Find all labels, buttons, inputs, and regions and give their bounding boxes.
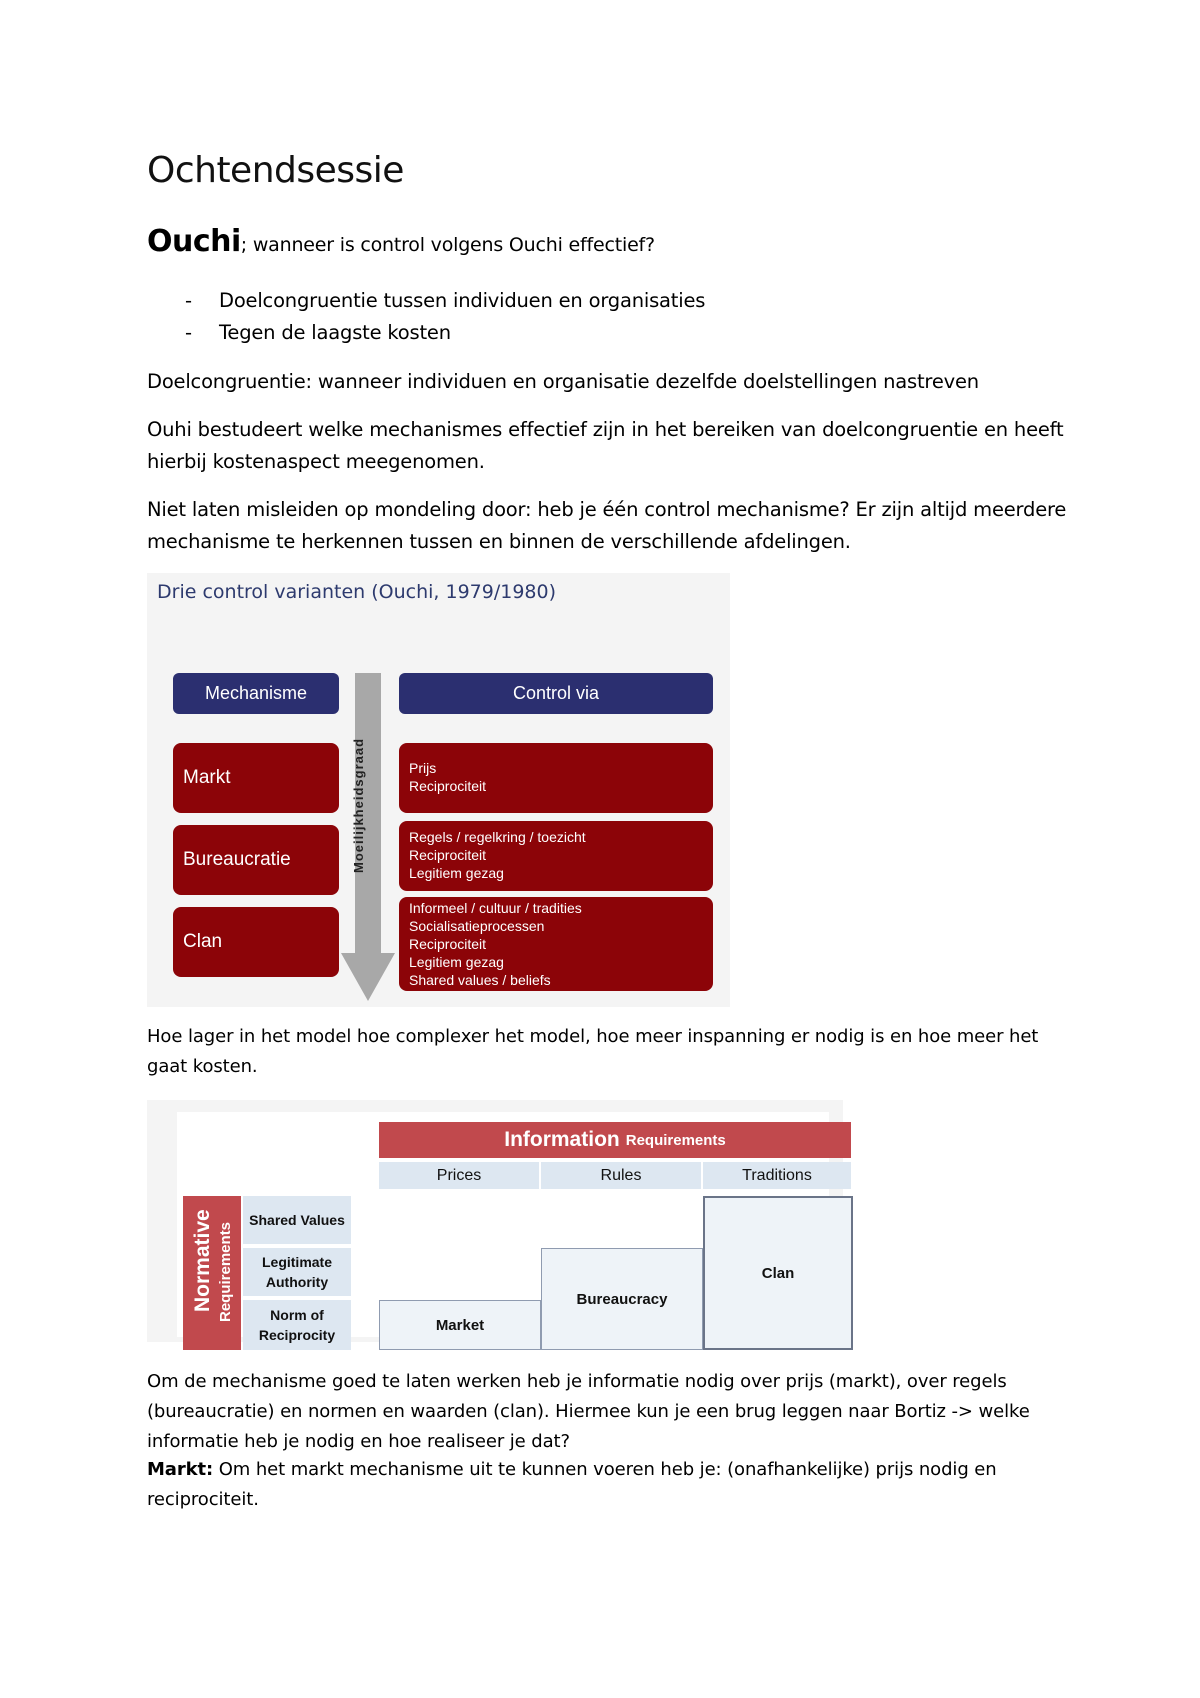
control-item: Informeel / cultuur / tradities: [409, 900, 582, 916]
control-item: Reciprociteit: [409, 847, 487, 863]
paragraph-niet-laten: Niet laten misleiden op mondeling door: heb je één control mechanisme? Er zijn altijd meerdere mechanisme te herkennen tussen en binnen de verschillende afdelingen.: [147, 498, 1067, 553]
side-big: Normative: [191, 1209, 214, 1312]
controls-clan: [399, 897, 713, 991]
header-control-via: Control via: [399, 673, 713, 714]
paragraph-doelcongruentie: Doelcongruentie: wanneer individuen en organisatie dezelfde doelstellingen nastreven: [147, 370, 979, 393]
control-item: Reciprociteit: [409, 778, 487, 794]
column-rules: Rules: [541, 1162, 701, 1189]
matrix-table: [177, 1112, 829, 1343]
header-mechanisme: Mechanisme: [173, 673, 339, 714]
ouchi-bullet-list: [147, 285, 705, 349]
list-item: - Doelcongruentie tussen individuen en organisaties: [147, 285, 705, 317]
figure-information-requirements: [147, 1100, 843, 1342]
markt-text: Om het markt mechanisme uit te kunnen voeren heb je: (onafhankelijke) prijs nodig en reciprociteit.: [147, 1459, 997, 1510]
control-item: Reciprociteit: [409, 936, 487, 952]
column-prices: Prices: [379, 1162, 539, 1189]
row-legitimate-authority: Legitimate Authority: [243, 1248, 351, 1296]
ouchi-question: [147, 226, 655, 261]
markt-label: Markt:: [147, 1459, 214, 1480]
control-item: Legitiem gezag: [409, 954, 504, 970]
control-item: Regels / regelkring / toezicht: [409, 829, 586, 845]
mechanism-bureaucratie: Bureaucratie: [173, 825, 339, 895]
paragraph-om-de: Om de mechanisme goed te laten werken heb je informatie nodig over prijs (markt), over regels (bureaucratie) en normen en waarden (clan). Hiermee kun je een brug leggen naar Bortiz -> welke informatie heb je nodig en hoe realiseer je dat?: [147, 1371, 1030, 1452]
cell-market: Market: [379, 1300, 541, 1350]
difficulty-arrow-icon: [341, 673, 395, 1003]
cell-bureaucracy: Bureaucracy: [541, 1248, 703, 1350]
paragraph-markt: [147, 1455, 1067, 1515]
ouchi-heading: Ouchi: [147, 224, 241, 259]
controls-markt: [399, 743, 713, 813]
control-item: Shared values / beliefs: [409, 972, 551, 988]
cell-clan: Clan: [703, 1196, 853, 1350]
list-item: - Tegen de laagste kosten: [147, 317, 705, 349]
normative-requirements-bar: [183, 1196, 241, 1350]
mechanism-markt: Markt: [173, 743, 339, 813]
information-requirements-header: [379, 1122, 851, 1158]
control-item: Prijs: [409, 760, 437, 776]
arrow-label: Moeilijkheidsgraad: [351, 737, 366, 873]
row-norm-of-reciprocity: Norm of Reciprocity: [243, 1300, 351, 1350]
figure1-title: Drie control varianten (Ouchi, 1979/1980): [157, 581, 557, 603]
figure-control-variants: [147, 573, 730, 1007]
header-big: Information: [504, 1128, 620, 1151]
side-small: Requirements: [217, 1221, 234, 1322]
header-small: Requirements: [625, 1131, 726, 1149]
control-item: Legitiem gezag: [409, 865, 504, 881]
paragraph-ouhi: Ouhi bestudeert welke mechanismes effectief zijn in het bereiken van doelcongruentie en heeft hierbij kostenaspect meegenomen.: [147, 418, 1064, 473]
control-item: Socialisatieprocessen: [409, 918, 545, 934]
page-title: Ochtendsessie: [147, 150, 404, 191]
mechanism-clan: Clan: [173, 907, 339, 977]
column-traditions: Traditions: [703, 1162, 851, 1189]
ouchi-question-text: ; wanneer is control volgens Ouchi effectief?: [240, 234, 655, 256]
paragraph-hoe-lager: Hoe lager in het model hoe complexer het model, hoe meer inspanning er nodig is en hoe meer het gaat kosten.: [147, 1026, 1039, 1077]
row-shared-values: Shared Values: [243, 1196, 351, 1244]
controls-bureaucratie: [399, 821, 713, 891]
